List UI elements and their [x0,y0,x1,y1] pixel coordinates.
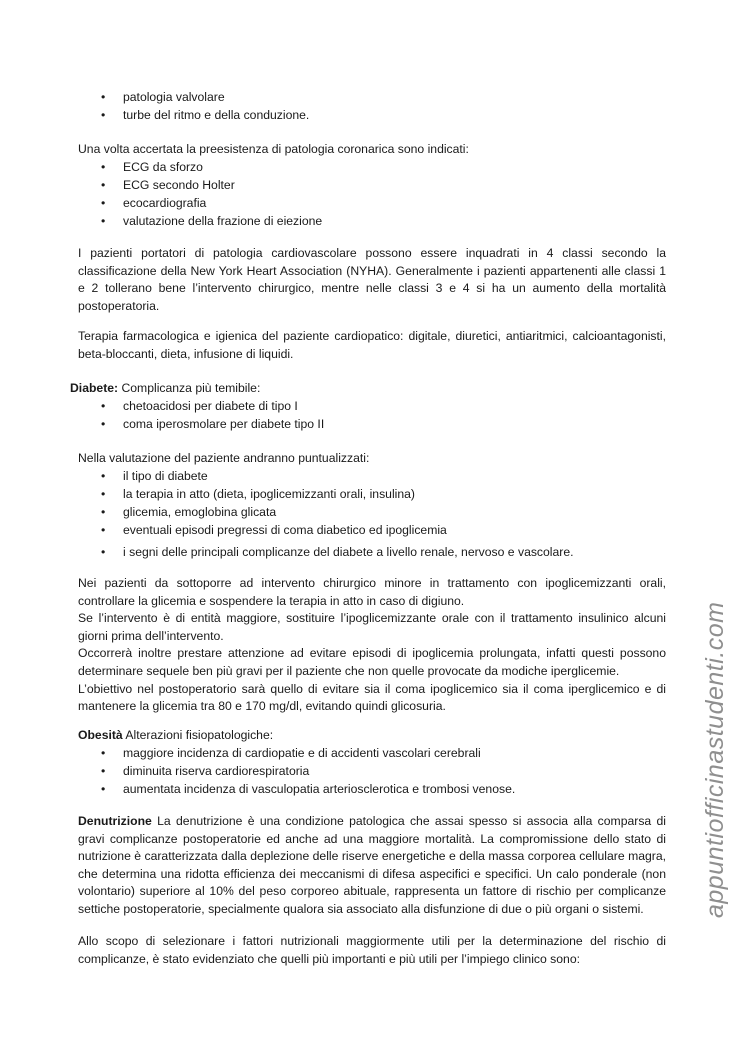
nyha-paragraph: I pazienti portatori di patologia cardiovascolare possono essere inquadrati in 4 classi secondo la classificazione della New York Heart Association (NYHA). Generalmente i pazienti appartenenti alle classi 1 e 2 tollerano bene l’intervento chirurgico, mentre nelle classi 3 e 4 si ha un aumento della mortalità postoperatoria. [78,246,666,313]
list-item: • diminuita riserva cardiorespiratoria [78,763,666,781]
denutrizione-section: Denutrizione La denutrizione è una condizione patologica che assai spesso si associa alla comparsa di gravi complicanze postoperatorie ed anche ad una maggiore mortalità. La compromissione dello stato di nutrizione è caratterizzata dalla deplezione delle riserve energetiche e della massa corporea cellulare magra, che determina una ridotta efficienza dei meccanismi di difesa aspecifici e specifici. Un calo ponderale (non volontario) superiore al 10% del peso corporeo abituale, rappresenta un fattore di rischio per complicanze settiche postoperatorie, specialmente qualora sia associato alla disfunzione di due o più organi o sistemi. [78,814,666,916]
list-item: • valutazione della frazione di eiezione [78,213,666,231]
list-item: • chetoacidosi per diabete di tipo I [78,398,666,416]
list-item: • la terapia in atto (dieta, ipoglicemizzanti orali, insulina) [78,486,666,504]
list-cardiac-conditions [78,89,666,125]
therapy-paragraph: Terapia farmacologica e igienica del paziente cardiopatico: digitale, diuretici, antiaritmici, calcioantagonisti, beta-bloccanti, dieta, infusione di liquidi. [78,329,666,361]
bullet-icon: • [101,522,106,537]
list-item: • ECG da sforzo [78,159,666,177]
list-item: • aumentata incidenza di vasculopatia arteriosclerotica e trombosi venose. [78,781,666,799]
obesita-heading: Obesità [78,728,123,742]
bullet-icon: • [101,177,106,192]
bullet-icon: • [101,468,106,483]
closing-paragraph: Allo scopo di selezionare i fattori nutrizionali maggiormente utili per la determinazione del rischio di complicanze, è stato evidenziato che quelli più importanti e più utili per l’impiego clinico sono: [78,934,666,966]
obesita-section [78,727,666,799]
bullet-icon: • [101,399,106,413]
list-item: • ecocardiografia [78,195,666,213]
bullet-icon: • [101,486,106,501]
bullet-icon: • [101,781,106,796]
diabete-eval-section [78,450,666,562]
diabete-complications-list [78,398,666,434]
bullet-icon: • [101,90,106,104]
obesita-heading-line: Obesità Alterazioni fisiopatologiche: [78,728,274,742]
list-item: • ECG secondo Holter [78,177,666,195]
watermark: appuntiofficinastudenti.com [701,601,729,918]
diabete-heading: Diabete: [70,381,119,395]
diabete-eval-intro: Nella valutazione del paziente andranno puntualizzati: [78,451,370,465]
denutrizione-heading: Denutrizione [78,814,152,828]
list-item: • glicemia, emoglobina glicata [78,504,666,522]
bullet-icon: • [101,417,106,431]
list-item: • eventuali episodi pregressi di coma diabetico ed ipoglicemia [78,522,666,540]
list-item: • turbe del ritmo e della conduzione. [78,107,666,125]
bullet-icon: • [101,504,106,519]
list-item: • maggiore incidenza di cardiopatie e di accidenti vascolari cerebrali [78,745,666,763]
diabete-management-paragraph: Nei pazienti da sottoporre ad intervento chirurgico minore in trattamento con ipoglicemizzanti orali, controllare la glicemia e sospendere la terapia in atto in caso di digiuno. Se l’intervento è di entità maggiore, sostituire l’ipoglicemizzante orale con il trattamento insulinico alcuni giorni prima dell’intervento. Occorrerà inoltre prestare attenzione ad evitare episodi di ipoglicemia prolungata, infatti questi possono determinare sequele ben più gravi per il paziente che non quelle provocate da modiche iperglicemie. L’obiettivo nel postoperatorio sarà quello di evitare sia il coma ipoglicemico sia il coma iperglicemico e di mantenere la glicemia tra 80 e 170 mg/dl, evitando quindi glicosuria. [78,576,666,714]
diabete-heading-line: Diabete: Complicanza più temibile: [70,381,261,395]
coronary-section [78,141,666,231]
bullet-icon: • [101,763,106,778]
coronary-intro: Una volta accertata la preesistenza di patologia coronarica sono indicati: [78,142,469,156]
bullet-icon: • [101,195,106,210]
diabete-section [70,380,666,398]
bullet-icon: • [101,159,106,174]
list-item: • i segni delle principali complicanze del diabete a livello renale, nervoso e vascolare. [78,544,666,562]
list-item: • il tipo di diabete [78,468,666,486]
list-item: • patologia valvolare [78,89,666,107]
bullet-icon: • [101,544,106,559]
bullet-icon: • [101,745,106,760]
list-item: • coma iperosmolare per diabete tipo II [78,416,666,434]
bullet-icon: • [101,108,106,122]
bullet-icon: • [101,213,106,228]
